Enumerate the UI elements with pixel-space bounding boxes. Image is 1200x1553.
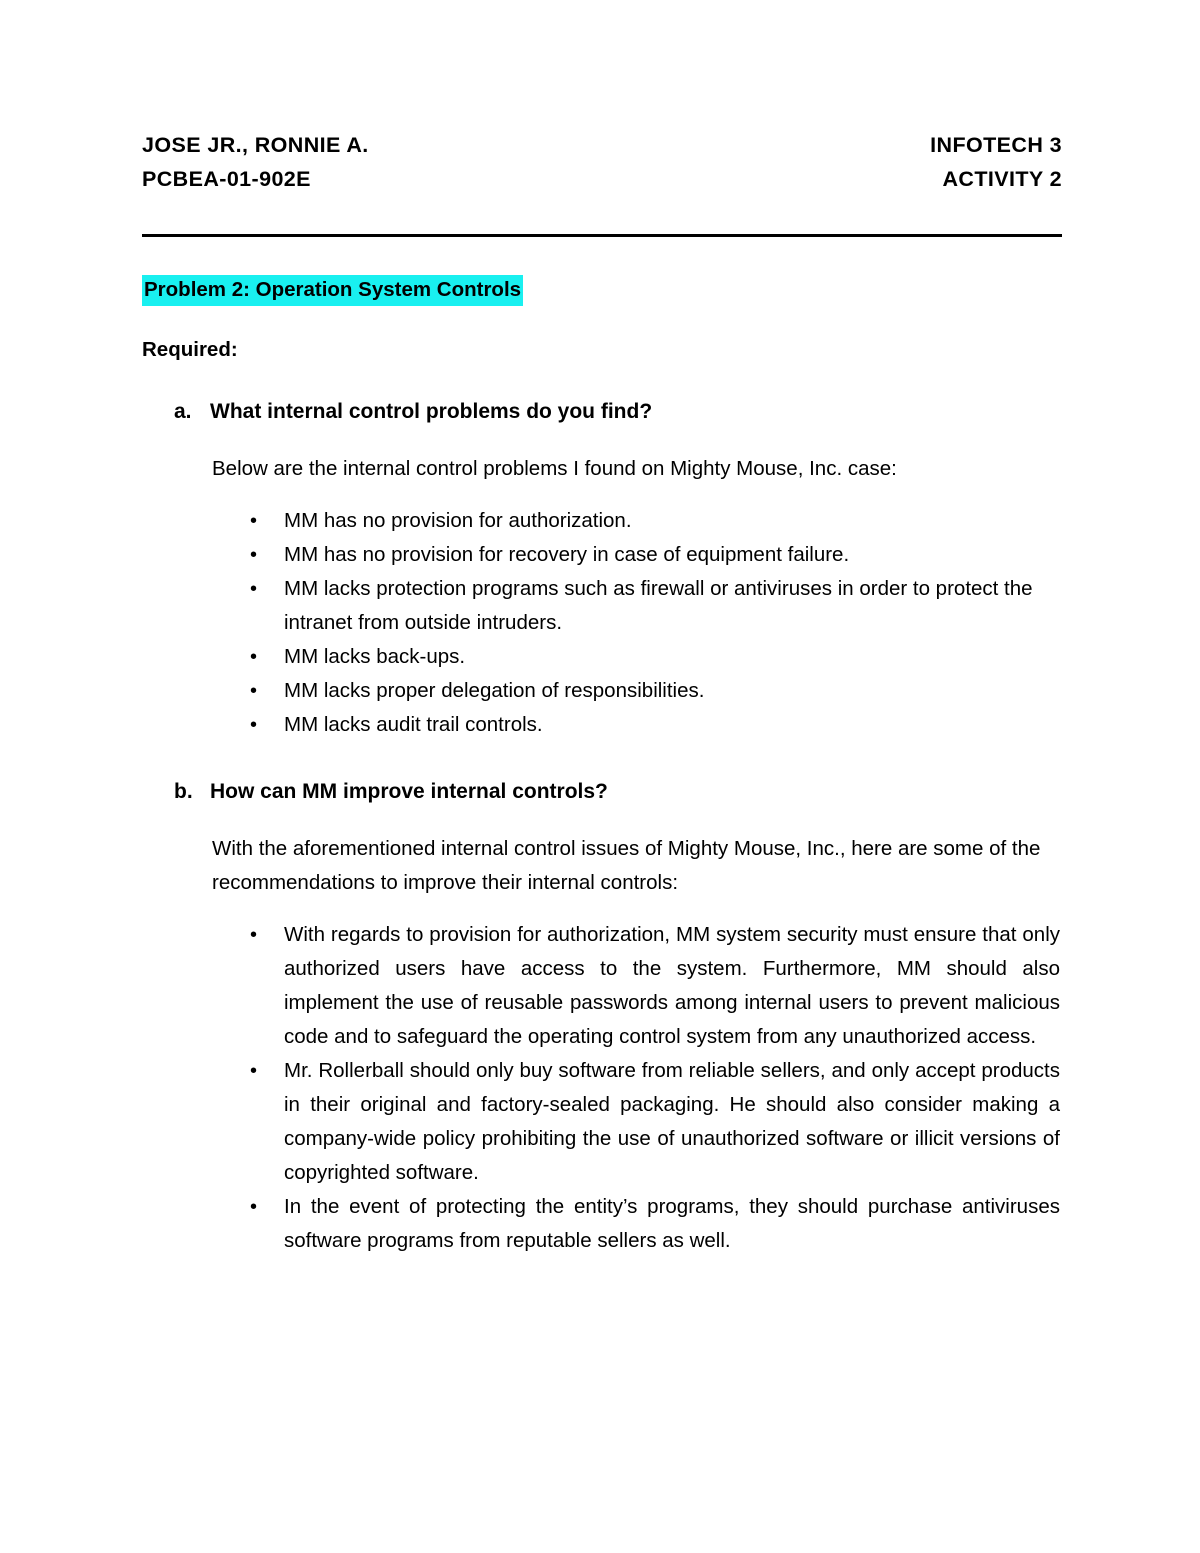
problem-title: Problem 2: Operation System Controls (142, 275, 523, 306)
student-name: JOSE JR., RONNIE A. (142, 133, 369, 157)
list-item: • In the event of protecting the entity’s programs, they should purchase antiviruses software programs from reputable sellers as well. (250, 1190, 1062, 1258)
list-item: • With regards to provision for authorization, MM system security must ensure that only authorized users have access to the system. Furthermore, MM should also implement the use of reusable passwords among internal users to prevent malicious code and to safeguard the operating control system from any unauthorized access. (250, 918, 1062, 1054)
header-right-block (930, 128, 1062, 196)
question-b-text: How can MM improve internal controls? (210, 780, 608, 803)
answer-b-bullet-list (142, 918, 1062, 1258)
question-a (142, 400, 1062, 424)
activity-name: ACTIVITY 2 (942, 167, 1062, 191)
answer-a-intro: Below are the internal control problems I found on Mighty Mouse, Inc. case: (212, 457, 897, 480)
question-b (142, 780, 1062, 804)
course-name: INFOTECH 3 (930, 133, 1062, 157)
list-item: • MM lacks audit trail controls. (250, 708, 1062, 742)
list-item: • MM lacks protection programs such as firewall or antiviruses in order to protect the intranet from outside intruders. (250, 572, 1062, 640)
answer-a-bullet-list (142, 504, 1062, 742)
list-item: • MM lacks proper delegation of responsibilities. (250, 674, 1062, 708)
document-header (142, 128, 1062, 196)
list-item: • MM has no provision for recovery in case of equipment failure. (250, 538, 1062, 572)
document-body (142, 128, 1062, 1258)
question-b-label: b. (174, 780, 193, 803)
question-a-label: a. (174, 400, 192, 423)
required-label: Required: (142, 338, 238, 361)
header-left-block (142, 128, 369, 196)
answer-b-intro: With the aforementioned internal control issues of Mighty Mouse, Inc., here are some of the recommendations to improve their internal controls: (212, 837, 1041, 894)
question-a-text: What internal control problems do you find? (210, 400, 653, 423)
list-item: • MM lacks back-ups. (250, 640, 1062, 674)
student-section: PCBEA-01-902E (142, 167, 311, 191)
problem-title-wrapper (142, 237, 1062, 306)
list-item: • MM has no provision for authorization. (250, 504, 1062, 538)
list-item: • Mr. Rollerball should only buy software from reliable sellers, and only accept products in their original and factory-sealed packaging. He should also consider making a company-wide policy prohibiting the use of unauthorized software or illicit versions of copyrighted software. (250, 1054, 1062, 1190)
